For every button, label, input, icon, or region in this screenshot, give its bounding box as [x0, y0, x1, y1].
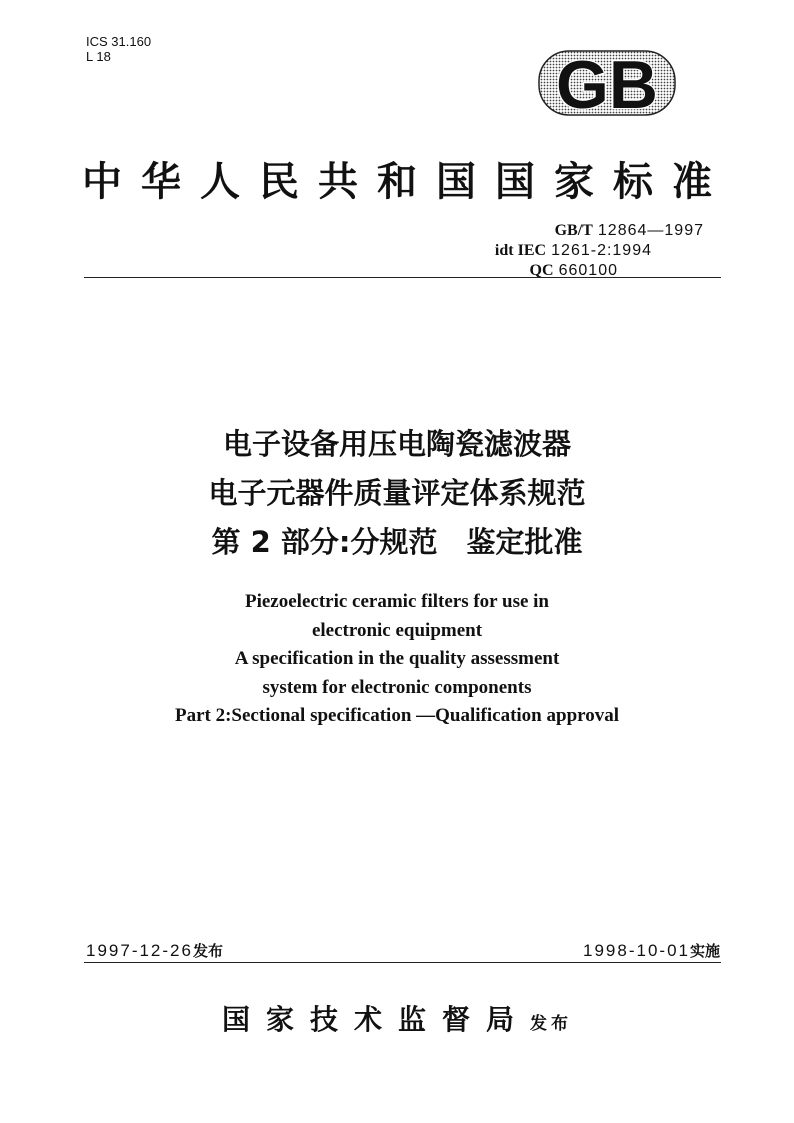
english-title-line-3: A specification in the quality assessment: [234, 648, 560, 669]
chinese-title-line-1: 电子设备用压电陶瓷滤波器: [222, 427, 571, 461]
implementation-date: [583, 940, 720, 961]
implementation-date-suffix: 实施: [689, 942, 720, 960]
gb-logo-text: GB: [556, 47, 658, 121]
chinese-title: [0, 420, 794, 567]
ics-code: ICS 31.160: [86, 34, 152, 49]
chinese-title-line-3: 第 2 部分:分规范 鉴定批准: [211, 525, 583, 559]
bottom-rule: [84, 962, 721, 963]
gbt-number: 12864—1997: [597, 222, 704, 239]
issue-date-suffix: 发布: [192, 942, 223, 960]
issue-date: [86, 940, 223, 961]
gbt-line: [495, 220, 704, 240]
idt-number: 1261-2:1994: [551, 242, 652, 259]
national-standard-title: 中华人民共和国国家标准: [82, 158, 731, 205]
ccs-code: L 18: [86, 49, 111, 64]
publisher: [0, 998, 794, 1038]
idt-label: idt IEC: [494, 242, 547, 259]
implementation-date-value: 1998-10-01: [583, 941, 690, 960]
english-title: [0, 588, 794, 731]
issue-date-value: 1997-12-26: [86, 941, 193, 960]
publisher-action: 发布: [530, 1014, 572, 1034]
english-title-line-5: Part 2:Sectional specification —Qualification approval: [174, 705, 619, 726]
gb-standard-logo: [537, 45, 677, 121]
qc-number: 660100: [558, 262, 618, 279]
publisher-org: 国家技术监督局: [221, 1003, 530, 1036]
english-title-line-4: system for electronic components: [262, 676, 532, 698]
english-title-line-1: Piezoelectric ceramic filters for use in: [244, 591, 550, 612]
chinese-title-line-2: 电子元器件质量评定体系规范: [208, 476, 586, 510]
gbt-label: GB/T: [554, 222, 593, 239]
classification-codes: [86, 34, 151, 64]
standard-numbers: [495, 220, 704, 280]
english-title-line-2: electronic equipment: [311, 619, 483, 641]
qc-label: QC: [529, 262, 554, 279]
idt-line: [495, 240, 652, 260]
top-rule: [84, 277, 721, 278]
